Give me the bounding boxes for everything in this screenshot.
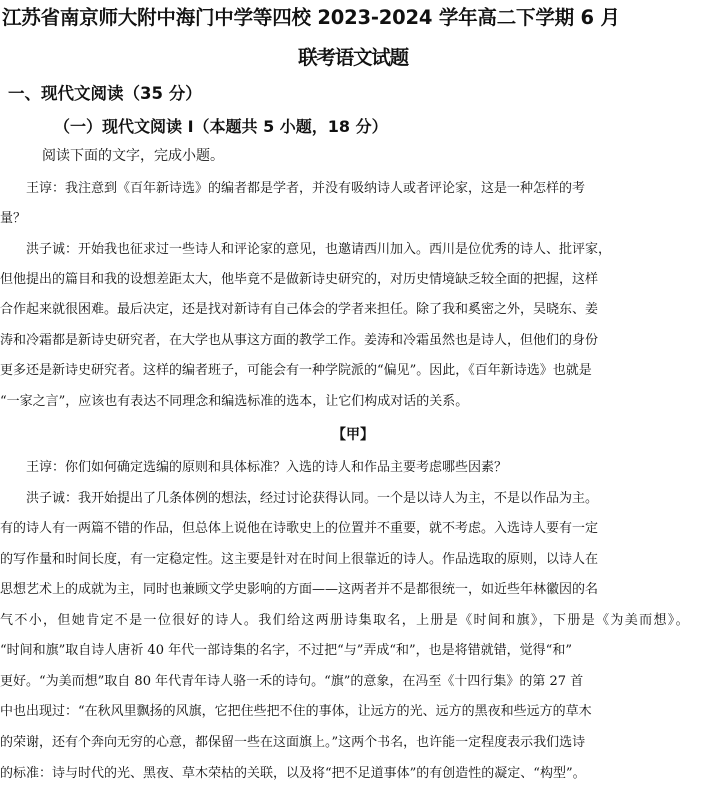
document-title-line-2: 联考语文试题 [298, 46, 408, 69]
instruction-text: 阅读下面的文字，完成小题。 [42, 148, 224, 164]
document-title-line-1: 江苏省南京师大附中海门中学等四校 2023-2024 学年高二下学期 6 月 [2, 6, 620, 29]
paragraph-line: 思想艺术上的成就为主，同时也兼顾文学史影响的方面——这两者并不是都很统一，如近些年林徽因的名 [0, 582, 599, 597]
paragraph-line: 王谆：我注意到《百年新诗选》的编者都是学者，并没有吸纳诗人或者评论家，这是一种怎样的考 [0, 181, 586, 196]
paragraph-line: 涛和冷霜都是新诗史研究者，在大学也从事这方面的教学工作。姜涛和冷霜虽然也是诗人，但他们的身份 [0, 333, 599, 348]
paragraph-line: 洪子诚：开始我也征求过一些诗人和评论家的意见，也邀请西川加入。西川是位优秀的诗人、批评家， [0, 242, 612, 257]
paragraph-line: 更多还是新诗史研究者。这样的编者班子，可能会有一种学院派的“偏见”。因此，《百年新诗选》也就是 [0, 363, 592, 378]
section-heading: 一、现代文阅读（35 分） [8, 84, 202, 103]
paragraph-line: 中也出现过：“在秋风里飘扬的风旗，它把住些把不住的事体，让远方的光、远方的黑夜和些远方的草木 [0, 704, 592, 719]
paragraph-line: 更好。“为美而想”取自 80 年代青年诗人骆一禾的诗句。“旗”的意象，在冯至《十四行集》的第 27 首 [0, 674, 584, 689]
paragraph-line: 洪子诚：我开始提出了几条体例的想法，经过讨论获得认同。一个是以诗人为主，不是以作品为主。 [0, 491, 599, 506]
paragraph-line: 量？ [0, 211, 27, 226]
section-marker: 【甲】 [332, 427, 374, 443]
paragraph-line: 的写作量和时间长度，有一定稳定性。这主要是针对在时间上很靠近的诗人。作品选取的原则，以诗人在 [0, 552, 599, 567]
paragraph-line: 的荣谢，还有个奔向无穷的心意，都保留一些在这面旗上。”这两个书名，也许能一定程度表示我们选诗 [0, 735, 586, 750]
paragraph-line: 气不小，但她肯定不是一位很好的诗人。我们给这两册诗集取名，上册是《时间和旗》，下册是《为美而想》。 [0, 613, 691, 628]
paragraph-line: 的标准：诗与时代的光、黑夜、草木荣枯的关联，以及将“把不足道事体”的有创造性的凝定、“构型”。 [0, 766, 586, 781]
paragraph-line: 合作起来就很困难。最后决定，还是找对新诗有自己体会的学者来担任。除了我和奚密之外，吴晓东、姜 [0, 302, 599, 317]
paragraph-line: 但他提出的篇目和我的设想差距太大，他毕竟不是做新诗史研究的，对历史情境缺乏较全面的把握，这样 [0, 272, 599, 287]
paragraph-line: 王谆：你们如何确定选编的原则和具体标准？入选的诗人和作品主要考虑哪些因素？ [0, 460, 508, 475]
paragraph-line: “时间和旗”取自诗人唐祈 40 年代一部诗集的名字，不过把“与”弄成“和”，也是将错就错，觉得“和” [0, 643, 572, 658]
subsection-heading: （一）现代文阅读 I（本题共 5 小题，18 分） [54, 117, 388, 136]
paragraph-line: 有的诗人有一两篇不错的作品，但总体上说他在诗歌史上的位置并不重要，就不考虑。入选诗人要有一定 [0, 521, 599, 536]
paragraph-line: “一家之言”，应该也有表达不同理念和编选标准的选本，让它们构成对话的关系。 [0, 394, 469, 409]
